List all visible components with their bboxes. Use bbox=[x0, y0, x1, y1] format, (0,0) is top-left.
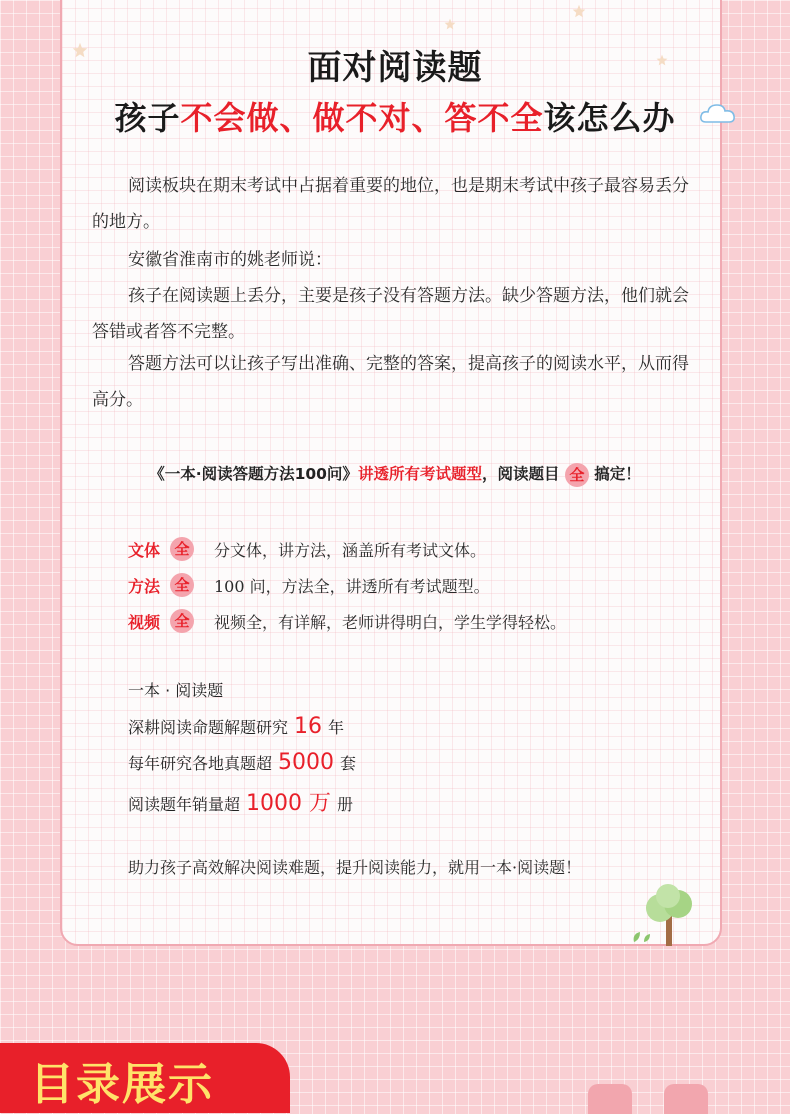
stat-number: 1000 万 bbox=[246, 791, 331, 816]
quan-badge: 全 bbox=[170, 537, 194, 561]
quan-badge: 全 bbox=[170, 573, 194, 597]
feature-row bbox=[128, 570, 490, 600]
feature-description: 分文体，讲方法，涵盖所有考试文体。 bbox=[214, 540, 487, 560]
page-title: 面对阅读题 bbox=[307, 48, 483, 88]
intro-paragraph-3: 孩子在阅读题上丢分，主要是孩子没有答题方法。缺少答题方法，他们就会答错或者答不完整。 bbox=[92, 286, 689, 342]
stat-row bbox=[128, 786, 353, 816]
stat-row bbox=[128, 750, 356, 780]
quan-badge: 全 bbox=[565, 463, 589, 487]
stat-unit: 年 bbox=[328, 718, 345, 737]
stat-text: 阅读题年销量超 bbox=[128, 795, 241, 814]
star-icon bbox=[572, 4, 586, 18]
intro-paragraph-4: 答题方法可以让孩子写出准确、完整的答案，提高孩子的阅读水平，从而得高分。 bbox=[92, 354, 689, 410]
stat-unit: 套 bbox=[340, 754, 357, 773]
intro-paragraph-2: 安徽省淮南市的姚老师说： bbox=[128, 250, 332, 270]
page-subtitle bbox=[0, 93, 790, 139]
brand-name: 一本 · 阅读题 bbox=[128, 681, 224, 700]
book-slogan bbox=[0, 462, 790, 487]
slogan-highlight: 讲透所有考试题型 bbox=[357, 465, 482, 483]
feature-label: 视频 bbox=[128, 612, 161, 632]
subtitle-suffix: 该怎么办 bbox=[543, 99, 676, 137]
feature-description: 100 问，方法全，讲透所有考试题型。 bbox=[214, 576, 490, 596]
feature-row bbox=[128, 534, 486, 564]
decorative-tab bbox=[588, 1084, 632, 1114]
stat-number: 16 bbox=[294, 714, 323, 739]
tree-icon bbox=[620, 882, 704, 948]
closing-line: 助力孩子高效解决阅读难题，提升阅读能力，就用一本·阅读题！ bbox=[128, 858, 582, 877]
slogan-middle: ，阅读题目 bbox=[481, 465, 560, 483]
feature-description: 视频全，有详解，老师讲得明白，学生学得轻松。 bbox=[214, 612, 567, 632]
feature-row bbox=[128, 606, 566, 636]
subtitle-prefix: 孩子 bbox=[114, 99, 181, 137]
star-icon bbox=[444, 18, 456, 30]
quan-badge: 全 bbox=[170, 609, 194, 633]
feature-label: 方法 bbox=[128, 576, 161, 596]
subtitle-highlight: 不会做、做不对、答不全 bbox=[180, 99, 544, 137]
stat-number: 5000 bbox=[278, 750, 335, 775]
stat-text: 深耕阅读命题解题研究 bbox=[128, 718, 289, 737]
book-title: 《一本·阅读答题方法100问》 bbox=[149, 465, 358, 483]
decorative-tab bbox=[664, 1084, 708, 1114]
slogan-end: 搞定！ bbox=[594, 465, 641, 483]
stat-text: 每年研究各地真题超 bbox=[128, 754, 273, 773]
intro-paragraph-1: 阅读板块在期末考试中占据着重要的地位，也是期末考试中孩子最容易丢分的地方。 bbox=[92, 176, 689, 232]
stat-row bbox=[128, 714, 344, 744]
feature-label: 文体 bbox=[128, 540, 161, 560]
stat-unit: 册 bbox=[337, 795, 354, 814]
catalog-banner: 目录展示 bbox=[0, 1043, 290, 1113]
